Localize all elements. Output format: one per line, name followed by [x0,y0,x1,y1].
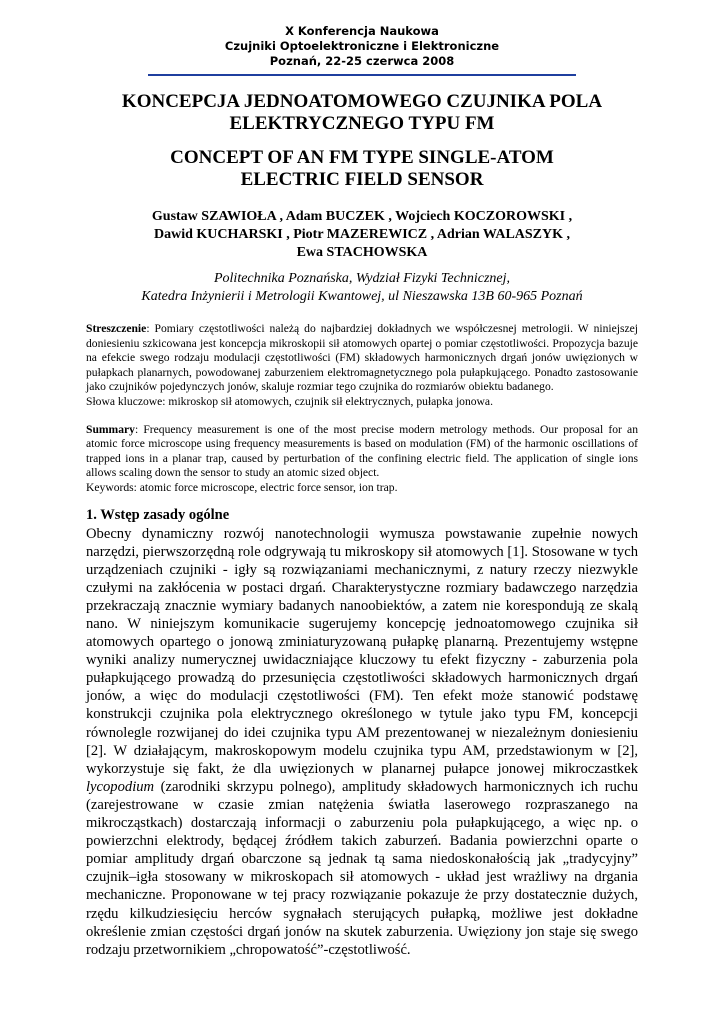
title-english-line-2: ELECTRIC FIELD SENSOR [240,169,484,190]
paper-page [86,24,638,959]
abstract-english-text: : Frequency measurement is one of the most precise modern metrology methods. Our proposal for an atomic force microscope using frequency measurements is based on modulation (FM) of the harmonic oscillations of trapped ions in a planar trap, caused by perturbation of the confining electric field. The application of single ions allows scaling down the sensor to study an atomic sized object. [86,422,638,480]
author-list [86,208,638,262]
conference-header [86,24,638,69]
title-polish-line-2: ELEKTRYCZNEGO TYPU FM [229,113,495,134]
authors-line-2: Dawid KUCHARSKI , Piotr MAZEREWICZ , Adrian WALASZYK , [153,227,571,242]
abstract-english [86,423,638,496]
section-1-body [86,525,638,959]
section-1-italic-term: lycopodium [86,778,155,795]
affiliation-line-2: Katedra Inżynierii i Metrologii Kwantowej, ul Nieszawska 13B 60-965 Poznań [141,289,583,304]
authors-line-1: Gustaw SZAWIOŁA , Adam BUCZEK , Wojciech KOCZOROWSKI , [151,209,573,224]
abstract-polish-label: Streszczenie [86,322,147,335]
title-english [86,147,638,191]
title-polish-line-1: KONCEPCJA JEDNOATOMOWEGO CZUJNIKA POLA [121,91,603,112]
abstract-polish-text: : Pomiary częstotliwości należą do najbardziej dokładnych we współczesnej metrologii. W niniejszej doniesieniu szkicowana jest koncepcja mikroskopii sił atomowych opartej o pomiar częstotliwości. Propozycja bazuje na efekcie swego rodzaju modulacji częstotliwości (FM) składowych harmonicznych drgań jonów uwięzionych w pułapkach planarnych, powodowanej zaburzeniem elektromagnetycznego pola pułapkującego. Ponadto zastosowanie jako czujników pojedynczych jonów, skaluje rozmiar tego czujnika do rozmiarów obiektu badanego. [86,322,638,394]
affiliation [86,270,638,306]
header-rule [148,74,576,76]
affiliation-line-1: Politechnika Poznańska, Wydział Fizyki Technicznej, [213,271,511,286]
abstract-english-label: Summary [86,422,135,436]
abstract-polish-body [86,322,638,395]
conference-name: X Konferencja Naukowa [285,24,439,38]
conference-place-date: Poznań, 22-25 czerwca 2008 [269,54,455,68]
conference-subtitle: Czujniki Optoelektroniczne i Elektroniczne [224,39,500,53]
abstract-polish [86,322,638,410]
keywords-polish: Słowa kluczowe: mikroskop sił atomowych, czujnik sił elektrycznych, pułapka jonowa. [86,394,493,408]
authors-line-3: Ewa STACHOWSKA [296,245,428,260]
keywords-english: Keywords: atomic force microscope, electric force sensor, ion trap. [86,480,398,494]
title-english-line-1: CONCEPT OF AN FM TYPE SINGLE-ATOM [170,147,554,168]
section-1-text-part-1: Obecny dynamiczny rozwój nanotechnologii wymusza powstawanie zupełnie nowych narzędzi, pierwszorzędną role odgrywają tu mikroskopy sił atomowych [1]. Stosowane w tych urządzeniach czujniki - igły są rozwiązaniami mechanicznymi, z natury rzeczy niezwykle czułymi na zakłócenia w postaci drgań. Charakterystyczne rozmiary badawczego narzędzia przekraczają znacznie wymiary badanych nanoobiektów, a zatem nie korespondują ze skalą nano. W niniejszym komunikacie sugerujemy koncepcję jednoatomowego czujnika sił atomowych opartego o jonową zminiaturyzowaną pułapkę planarną. Prezentujemy wstępne wyniki analizy numerycznej uwidaczniające kluczowy tu efekt fizyczny - zaburzenia pola pułapkującego prowadzą do przesunięcia częstotliwości składowych harmonicznych drgań jonów, a więc do modulacji częstotliwości (FM). Ten efekt może stanowić podstawę konstrukcji czujnika pola elektrycznego określonego w tytule jako typu FM, koncepcji równolegle rozwijanej do idei czujnika typu AM prezentowanej w niezależnym doniesieniu [2]. W działającym, makroskopowym modelu czujnika typu AM, przedstawionym w [2], wykorzystuje się fakt, że dla uwięzionych w planarnej pułapce jonowej mikroczastkek [86,525,638,777]
abstract-english-body [86,423,638,481]
section-1-heading: 1. Wstęp zasady ogólne [86,506,230,523]
title-polish [86,91,638,135]
section-1-text-part-2: (zarodniki skrzypu polnego), amplitudy składowych harmonicznych ich ruchu (zarejestrowane w czasie zmian natężenia światła laserowego rozpraszanego na mikrocząstkach) dostarczają informacji o zaburzeniu pola pułapkującego, a więc np. o powierzchni elektrody, będącej źródłem takich zaburzeń. Badania powierzchni oparte o pomiar amplitudy drgań obarczone są jednak tą sama niedoskonałością jak „tradycyjny” czujnik–igła stosowany w mikroskopach sił atomowych - układ jest wrażliwy na drgania mechaniczne. Proponowane w tej pracy rozwiązanie pokazuje że przy dostatecznie dużych, rzędu kilkudziesięciu herców sygnałach sterujących pułapką, możliwe jest dokładne określenie zmian częstości drgań jonów na skutek zaburzenia. Uwięziony jon staje się swego rodzaju przetwornikiem „chropowatość”-częstotliwość. [86,778,638,958]
